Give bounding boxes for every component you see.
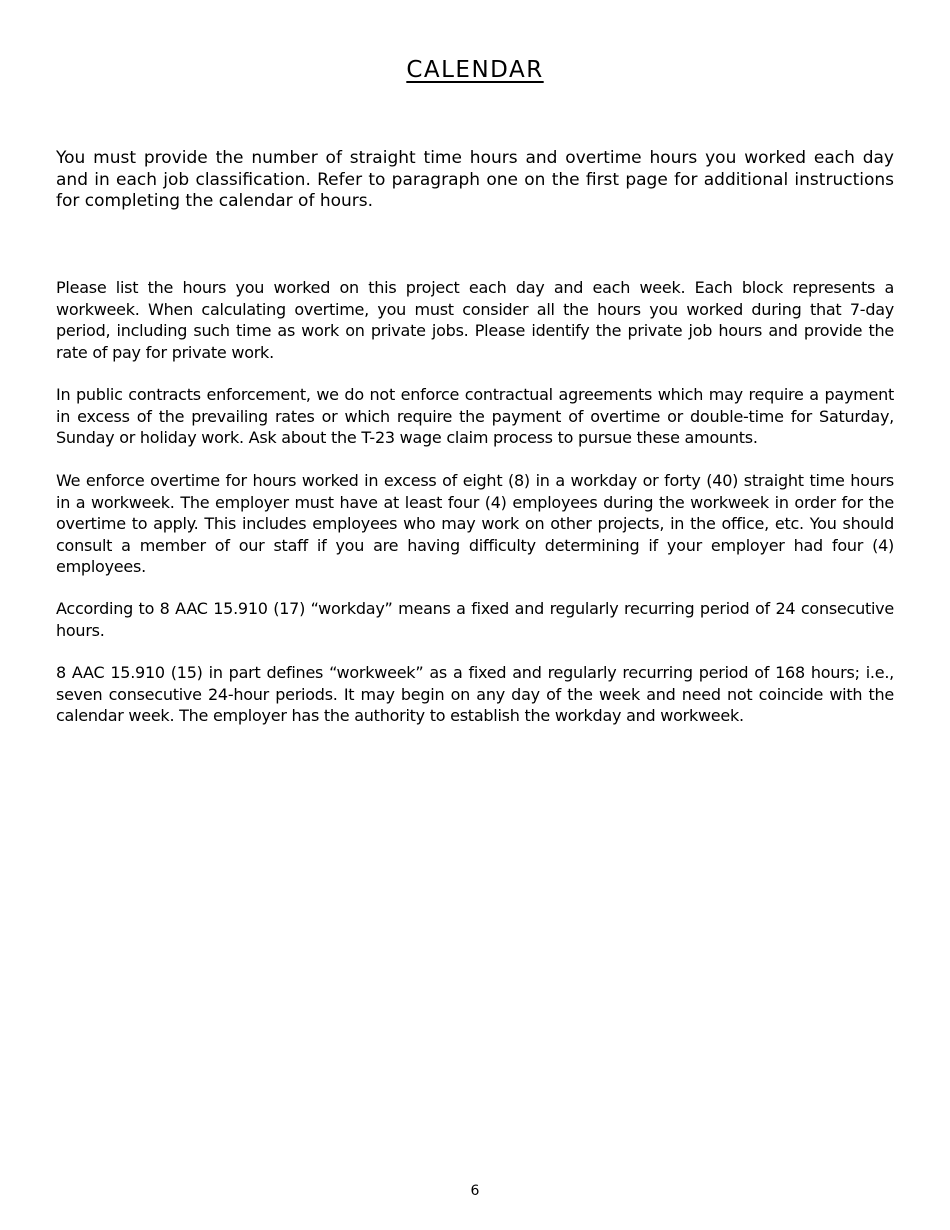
paragraph-overtime-rules: We enforce overtime for hours worked in excess of eight (8) in a workday or forty (40) straight time hours in a workweek. The employer must have at least four (4) employees during the workweek in order for the overtime to apply. This includes employees who may work on other projects, in the office, etc. You should consult a member of our staff if you are having difficulty determining if your employer had four (4) employees. (56, 471, 894, 576)
page-number: 6 (470, 1183, 480, 1199)
paragraph-hours-list: Please list the hours you worked on this project each day and each week. Each block represents a workweek. When calculating overtime, you must consider all the hours you worked during that 7-day period, including such time as work on private jobs. Please identify the private job hours and provide the rate of pay for private work. (56, 278, 894, 362)
paragraph-workweek-definition: 8 AAC 15.910 (15) in part defines “workweek” as a fixed and regularly recurring period of 168 hours; i.e., seven consecutive 24-hour periods. It may begin on any day of the week and need not coincide with the calendar week. The employer has the authority to establish the workday and workweek. (56, 663, 894, 725)
page-title-text: CALENDAR (406, 57, 544, 83)
page-title (0, 55, 950, 85)
paragraph-public-contracts: In public contracts enforcement, we do not enforce contractual agreements which may require a payment in excess of the prevailing rates or which require the payment of overtime or double-time for Saturday, Sunday or holiday work. Ask about the T-23 wage claim process to pursue these amounts. (56, 385, 894, 447)
intro-paragraph: You must provide the number of straight time hours and overtime hours you worked each day and in each job classification. Refer to paragraph one on the first page for additional instructions for completing the calendar of hours. (56, 148, 894, 211)
paragraph-workday-definition: According to 8 AAC 15.910 (17) “workday” means a fixed and regularly recurring period of 24 consecutive hours. (56, 599, 894, 640)
